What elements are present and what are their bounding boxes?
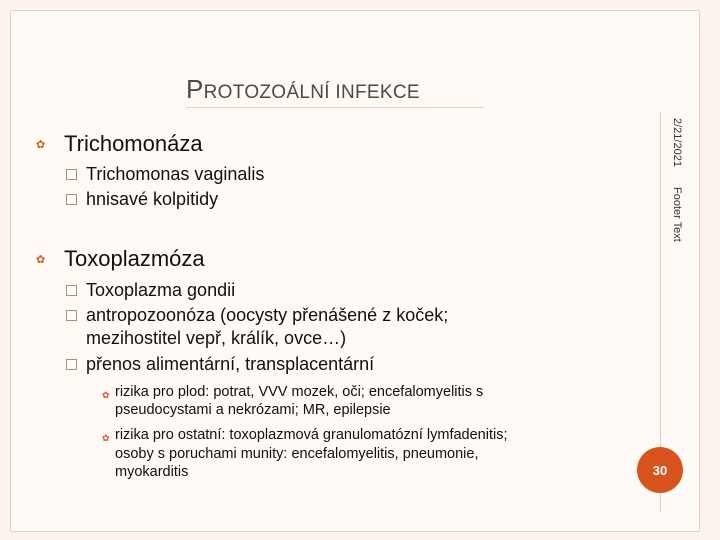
title-initial: P — [186, 74, 204, 104]
checkbox-bullet-icon — [66, 310, 77, 321]
checkbox-bullet-icon — [66, 194, 77, 205]
slide-date: 2/21/2021 — [671, 118, 683, 167]
checkbox-bullet-icon — [66, 169, 77, 180]
bullet-icon: ✿ — [36, 139, 46, 151]
page-number-badge: 30 — [637, 447, 683, 493]
slide-footer: Footer Text — [671, 187, 683, 242]
bullet-icon: ✿ — [36, 254, 46, 266]
bullet-icon: ✿ — [102, 433, 110, 443]
title-rest: ROTOZOÁLNÍ INFEKCE — [203, 82, 420, 103]
title-underline — [186, 107, 484, 108]
bullet-icon: ✿ — [102, 390, 110, 400]
checkbox-bullet-icon — [66, 285, 77, 296]
checkbox-bullet-icon — [66, 359, 77, 370]
slide-title — [186, 74, 420, 105]
